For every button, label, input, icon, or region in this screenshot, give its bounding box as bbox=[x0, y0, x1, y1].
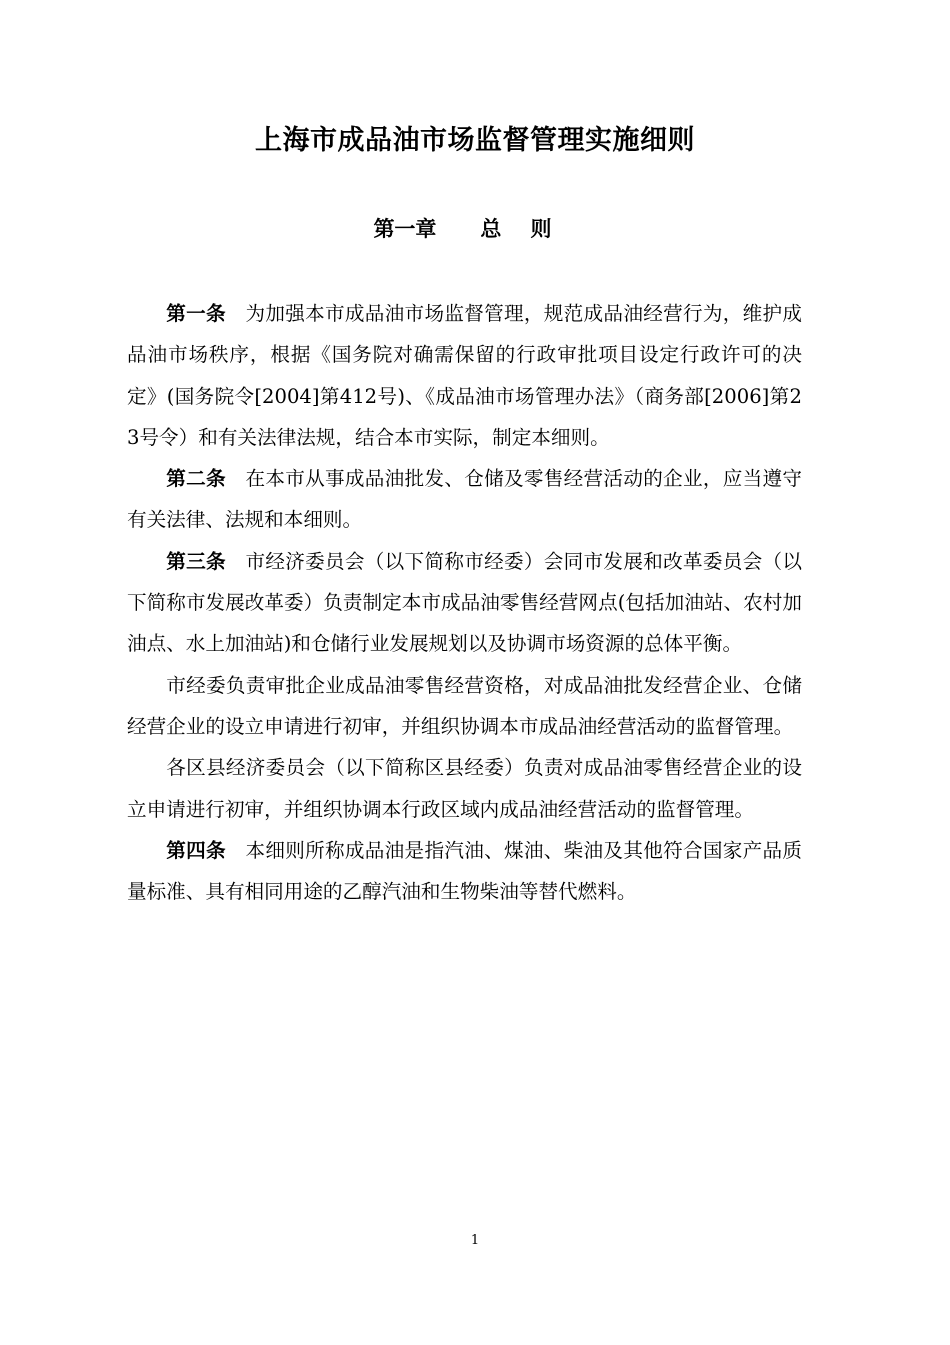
paragraph: 市经委负责审批企业成品油零售经营资格，对成品油批发经营企业、仓储经营企业的设立申请进行初审，并组织协调本市成品油经营活动的监督管理。 bbox=[127, 673, 802, 738]
article-1 bbox=[127, 293, 802, 458]
article-label: 第三条 bbox=[166, 549, 226, 573]
article-label: 第二条 bbox=[166, 467, 226, 491]
article-text: 本细则所称成品油是指汽油、煤油、柴油及其他符合国家产品质量标准、具有相同用途的乙醇汽油和生物柴油等替代燃料。 bbox=[127, 838, 803, 904]
article-2 bbox=[127, 458, 802, 541]
article-3 bbox=[127, 541, 802, 665]
article-text: 市经济委员会（以下简称市经委）会同市发展和改革委员会（以下简称市发展改革委）负责制定本市成品油零售经营网点(包括加油站、农村加油点、水上加油站)和仓储行业发展规划以及协调市场资源的总体平衡。 bbox=[127, 549, 803, 656]
article-label: 第一条 bbox=[166, 302, 226, 325]
paragraph: 各区县经济委员会（以下简称区县经委）负责对成品油零售经营企业的设立申请进行初审，并组织协调本行政区域内成品油经营活动的监督管理。 bbox=[127, 756, 802, 821]
article-label: 第四条 bbox=[166, 838, 226, 862]
chapter-name: 总 则 bbox=[480, 216, 552, 241]
document-title: 上海市成品油市场监督管理实施细则 bbox=[255, 125, 695, 156]
chapter-label: 第一章 bbox=[373, 216, 437, 241]
article-text: 为加强本市成品油市场监督管理，规范成品油经营行为，维护成品油市场秩序，根据《国务院对确需保留的行政审批项目设定行政许可的决定》(国务院令[2004]第412号)、《成品油市场管理办法》（商务部[2006]第23号令）和有关法律法规，结合本市实际，制定本细则。 bbox=[127, 302, 803, 449]
article-text: 在本市从事成品油批发、仓储及零售经营活动的企业，应当遵守有关法律、法规和本细则。 bbox=[127, 467, 803, 532]
document-body bbox=[127, 293, 802, 912]
article-4 bbox=[127, 830, 802, 913]
chapter-heading bbox=[0, 212, 925, 246]
page-number: 1 bbox=[470, 1233, 480, 1248]
